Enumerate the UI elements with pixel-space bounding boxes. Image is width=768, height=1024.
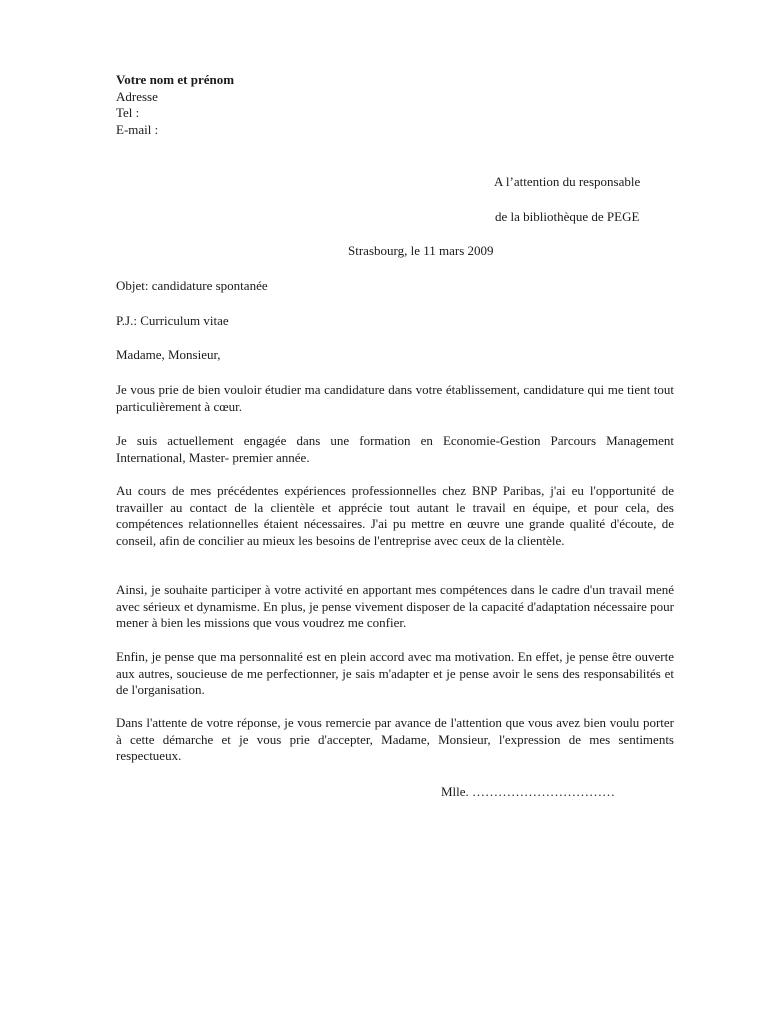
- sender-address: Adresse: [116, 88, 158, 104]
- paragraph-3: Au cours de mes précédentes expériences professionnelles chez BNP Paribas, j'ai eu l'opportunité de travailler au contact de la clientèle et apprécie tout autant le travail en équipe, et pour cela, des compétences relationnelles étaient nécessaires. J'ai pu mettre en œuvre une grande qualité d'écoute, de conseil, afin de concilier au mieux les besoins de l'entreprise avec ceux de la clientèle.: [116, 483, 674, 548]
- subject-line: Objet: candidature spontanée: [116, 278, 268, 293]
- date-line: Strasbourg, le 11 mars 2009: [348, 243, 494, 258]
- sender-email: E-mail :: [116, 121, 159, 137]
- paragraph-5: Enfin, je pense que ma personnalité est en plein accord avec ma motivation. En effet, je pense être ouverte aux autres, soucieuse de me perfectionner, je sais m'adapter et je pense avoir le sens des responsabilités et de l'organisation.: [116, 649, 674, 697]
- recipient-line-2: de la bibliothèque de PEGE: [495, 209, 640, 224]
- paragraph-4: Ainsi, je souhaite participer à votre activité en apportant mes compétences dans le cadre d'un travail mené avec sérieux et dynamisme. En plus, je pense vivement disposer de la capacité d'adaptation nécessaire pour mener à bien les missions que vous voudrez me confier.: [116, 582, 674, 630]
- signature-line: Mlle. ……………………………: [441, 784, 616, 799]
- paragraph-1: Je vous prie de bien vouloir étudier ma candidature dans votre établissement, candidature qui me tient tout particulièrement à cœur.: [116, 382, 674, 414]
- sender-name: Votre nom et prénom: [116, 72, 235, 87]
- paragraph-2: Je suis actuellement engagée dans une formation en Economie-Gestion Parcours Management International, Master- premier année.: [116, 433, 674, 465]
- salutation: Madame, Monsieur,: [116, 347, 221, 362]
- attachment-line: P.J.: Curriculum vitae: [116, 313, 229, 328]
- paragraph-6: Dans l'attente de votre réponse, je vous remercie par avance de l'attention que vous avez bien voulu porter à cette démarche et je vous prie d'accepter, Madame, Monsieur, l'expression de mes sentiments respectueux.: [116, 715, 674, 763]
- recipient-line-1: A l’attention du responsable: [494, 174, 641, 189]
- sender-tel: Tel :: [116, 105, 140, 120]
- sender-block: [116, 72, 416, 138]
